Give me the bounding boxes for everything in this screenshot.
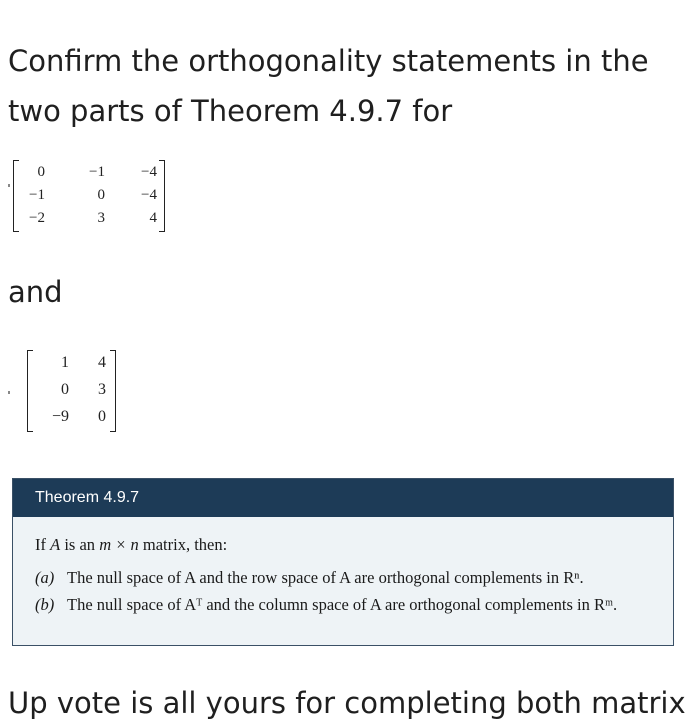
- matrix-a-cell: 0: [37, 164, 45, 180]
- theorem-intro-suffix: matrix, then:: [138, 535, 228, 554]
- theorem-box: [12, 478, 674, 646]
- matrix-a-right-bracket: [159, 160, 165, 232]
- question-line-1: Confirm the orthogonality statements in the: [8, 44, 649, 78]
- margin-mark: [8, 184, 10, 187]
- theorem-item-b: [35, 595, 665, 614]
- question-text: [8, 36, 678, 136]
- matrix-a-cell: −1: [89, 164, 105, 180]
- matrix-a-cell: 3: [97, 210, 105, 226]
- matrix-a-left-bracket: [13, 160, 19, 232]
- theorem-intro: [35, 535, 227, 555]
- matrix-a-cell: −4: [141, 187, 157, 203]
- theorem-item-b-label: (b): [35, 595, 55, 614]
- matrix-b: [27, 350, 116, 432]
- margin-mark: [8, 391, 10, 394]
- theorem-item-b-text: The null space of Aᵀ and the column space of A are orthogonal complements in Rᵐ.: [67, 595, 618, 614]
- theorem-intro-prefix: If: [35, 535, 51, 554]
- theorem-title: Theorem 4.9.7: [13, 479, 673, 517]
- matrix-b-cell: 0: [98, 408, 106, 425]
- matrix-a: [13, 160, 165, 232]
- matrix-b-left-bracket: [27, 350, 33, 432]
- theorem-item-a-text: The null space of A and the row space of A are orthogonal complements in Rⁿ.: [67, 568, 584, 587]
- matrix-a-cell: 0: [97, 187, 105, 203]
- matrix-b-right-bracket: [110, 350, 116, 432]
- matrix-a-cell: −2: [29, 210, 45, 226]
- theorem-item-a: [35, 568, 665, 587]
- footer-text: Up vote is all yours for completing both matrix: [8, 686, 686, 720]
- theorem-intro-dimensions: m × n: [99, 535, 139, 554]
- matrix-a-cell: −1: [29, 187, 45, 203]
- matrix-b-cell: 1: [61, 354, 69, 371]
- question-line-2: two parts of Theorem 4.9.7 for: [8, 94, 453, 128]
- matrix-b-cell: 3: [98, 381, 106, 398]
- connector-text: and: [8, 275, 63, 309]
- theorem-intro-matrix: A: [50, 535, 61, 554]
- theorem-item-a-label: (a): [35, 568, 55, 587]
- matrix-b-cell: 4: [98, 354, 106, 371]
- matrix-b-cell: −9: [51, 408, 69, 425]
- matrix-a-cell: −4: [141, 164, 157, 180]
- matrix-b-cell: 0: [61, 381, 69, 398]
- theorem-intro-is-an: is an: [60, 535, 100, 554]
- matrix-a-cell: 4: [149, 210, 157, 226]
